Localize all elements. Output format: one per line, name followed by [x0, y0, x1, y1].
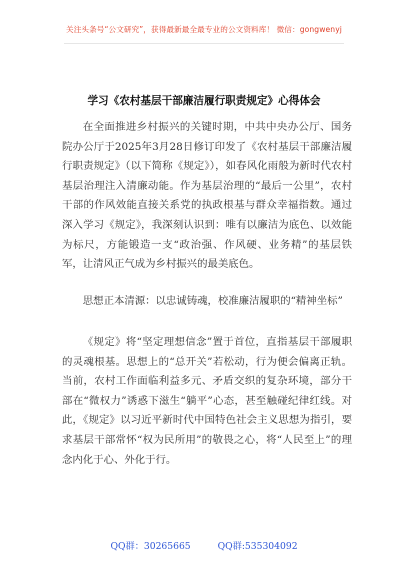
paragraph-block-intro [62, 118, 352, 275]
footer [0, 538, 408, 552]
footer-qq-group-1: QQ群：30265665 [110, 541, 191, 552]
header-banner: 关注头条号“公文研究”，获得最新最全最专业的公文资料库！ 微信：gongwenyj [66, 25, 342, 34]
paragraph-block-body [62, 333, 352, 470]
footer-qq-group-2: QQ群:535304092 [217, 541, 298, 552]
section-heading: 思想正本清源：以忠诚铸魂，校准廉洁履职的“精神坐标” [82, 295, 343, 307]
paragraph-body: 《规定》将“坚定理想信念”置于首位，直指基层干部履职的灵魂根基。思想上的“总开关”若松动，行为便会偏离正轨。当前，农村工作面临利益多元、矛盾交织的复杂环境，部分干部在“微权力”诱惑下滋生“躺平”心态，甚至触碰纪律红线。对此，《规定》以习近平新时代中国特色社会主义思想为指引，要求基层干部常怀“权为民所用”的敬畏之心，将“人民至上”的理念内化于心、外化于行。 [62, 336, 352, 466]
paragraph-block-heading [62, 292, 352, 312]
paragraph-intro: 在全面推进乡村振兴的关键时期，中共中央办公厅、国务院办公厅于2025年3月28日修订印发了《农村基层干部廉洁履行职责规定》（以下简称《规定》），如春风化雨般为新时代农村基层治理注入清廉动能。作为基层治理的“最后一公里”，农村干部的作风效能直接关系党的执政根基与群众幸福指数。通过深入学习《规定》，我深刻认识到：唯有以廉洁为底色、以效能为标尺，方能锻造一支“政治强、作风硬、业务精”的基层铁军，让清风正气成为乡村振兴的最美底色。 [62, 121, 352, 271]
header-divider [64, 43, 344, 44]
document-title: 学习《农村基层干部廉洁履行职责规定》心得体会 [87, 95, 321, 107]
